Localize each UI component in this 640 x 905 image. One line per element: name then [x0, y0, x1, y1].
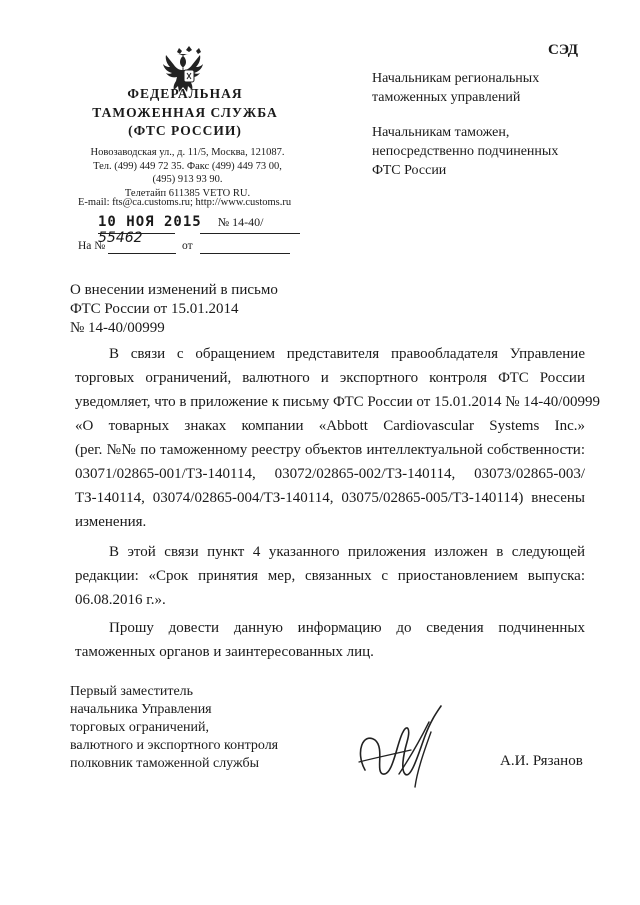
body-paragraph	[75, 540, 585, 612]
body-line: 06.08.2016 г.».	[75, 592, 166, 608]
subject-line: № 14-40/00999	[70, 320, 165, 336]
subject-line: О внесении изменений в письмо	[70, 282, 278, 298]
sender-name-line: ФЕДЕРАЛЬНАЯ	[127, 86, 243, 101]
sender-address	[75, 146, 300, 200]
body-paragraph	[75, 616, 585, 664]
registration-number-handwritten: 55462	[98, 230, 143, 246]
sender-email: E-mail: fts@ca.customs.ru; http://www.customs.ru	[78, 197, 292, 208]
address-line: (495) 913 93 90.	[152, 174, 223, 185]
address-line: Новозаводская ул., д. 11/5, Москва, 121087.	[90, 147, 285, 158]
registration-date: 10 НОЯ 2015	[98, 214, 202, 230]
registration-line	[98, 214, 298, 246]
signer-position	[70, 683, 278, 773]
body-line: уведомляет, что в приложение к письму ФТС России от 15.01.2014 № 14-40/00999	[75, 394, 600, 410]
addressee-line: непосредственно подчиненных	[372, 144, 559, 159]
addressee-line: Начальникам региональных	[372, 71, 540, 86]
sender-abbreviation: (ФТС РОССИИ)	[128, 123, 242, 138]
body-line: ТЗ-140114, 03074/02865-004/ТЗ-140114, 03075/02865-005/ТЗ-140114) внесены	[75, 490, 585, 506]
body-line: таможенных органов и заинтересованных лиц.	[75, 644, 374, 660]
reference-date-line	[200, 253, 290, 254]
address-line: Телетайп 611385 VETO RU.	[124, 187, 251, 199]
addressee-block	[372, 69, 539, 107]
body-line: изменения.	[75, 514, 147, 530]
subject-line: ФТС России от 15.01.2014	[70, 301, 239, 317]
date-underline	[98, 233, 175, 234]
reference-number-line	[108, 253, 176, 254]
body-paragraph	[75, 342, 600, 534]
signer-position-line: Первый заместитель	[70, 684, 194, 699]
body-line: В связи с обращением представителя правообладателя Управление	[109, 346, 585, 362]
signer-position-line: начальника Управления	[70, 702, 212, 717]
number-underline	[200, 233, 300, 234]
signer-name: А.И. Рязанов	[500, 753, 583, 769]
body-line: В этой связи пункт 4 указанного приложения изложен в следующей	[109, 544, 585, 560]
body-line: 03071/02865-001/ТЗ-140114, 03072/02865-002/ТЗ-140114, 03073/02865-003/	[75, 466, 585, 482]
addressee-line: таможенных управлений	[372, 90, 521, 105]
addressee-line: ФТС России	[372, 163, 447, 178]
sender-name	[60, 84, 310, 122]
body-line: Прошу довести данную информацию до сведения подчиненных	[109, 620, 585, 636]
body-line: торговых ограничений, валютного и экспортного контроля ФТС России	[75, 370, 585, 386]
letter-subject	[70, 281, 278, 338]
body-line: редакции: «Срок принятия мер, связанных с приостановлением выпуска:	[75, 568, 585, 584]
reference-number-label: На №	[78, 240, 106, 252]
address-line: Тел. (499) 449 72 35. Факс (499) 449 73 00,	[93, 160, 282, 172]
addressee-line: Начальникам таможен,	[372, 125, 510, 140]
addressee-block	[372, 123, 558, 180]
registration-number-prefix: № 14-40/	[217, 215, 264, 229]
signer-position-line: валютного и экспортного контроля	[70, 738, 279, 753]
reference-date-label: от	[182, 240, 193, 252]
body-line: «О товарных знаках компании «Abbott Cardiovascular Systems Inc.»	[75, 418, 585, 434]
document-code: СЭД	[548, 42, 579, 58]
body-line: (рег. №№ по таможенному реестру объектов интеллектуальной собственности:	[75, 442, 585, 458]
handwritten-signature	[345, 692, 455, 802]
signer-position-line: торговых ограничений,	[70, 720, 210, 735]
sender-name-line: ТАМОЖЕННАЯ СЛУЖБА	[92, 105, 278, 120]
signer-position-line: полковник таможенной службы	[70, 756, 260, 771]
